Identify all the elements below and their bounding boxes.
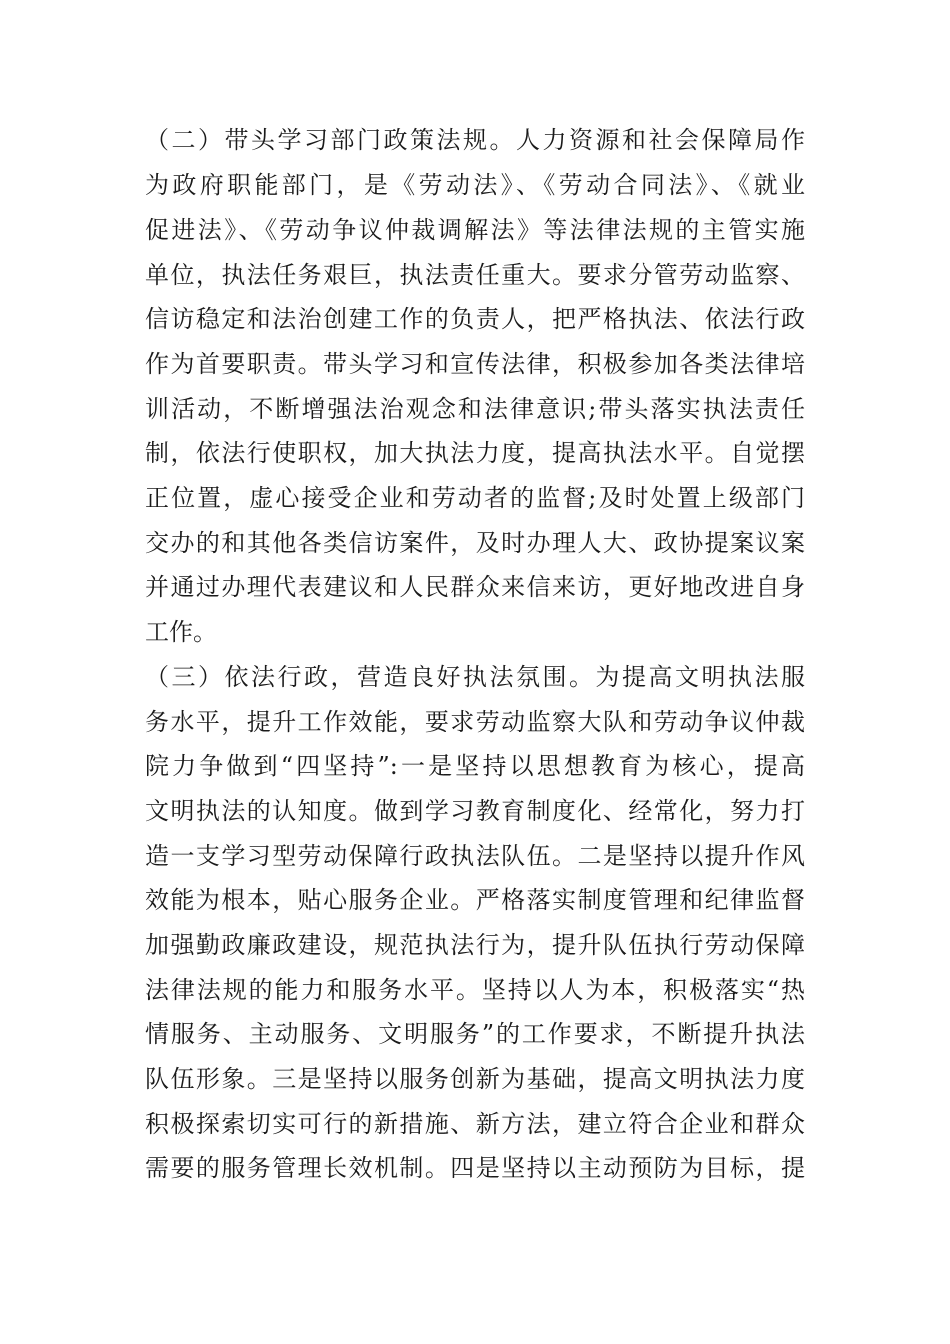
paragraph-3-line-8: 法律法规的能力和服务水平。坚持以人为本，积极落实“热 [145,976,805,1004]
paragraph-3-line-6: 效能为根本，贴心服务企业。严格落实制度管理和纪律监督 [145,886,805,914]
paragraph-2-line-12: 工作。 [145,618,217,646]
paragraph-2-line-11: 并通过办理代表建议和人民群众来信来访，更好地改进自身 [145,573,805,601]
paragraph-2-line-8: 制，依法行使职权，加大执法力度，提高执法水平。自觉摆 [145,439,805,467]
paragraph-2-line-3: 促进法》、《劳动争议仲裁调解法》等法律法规的主管实施 [145,216,805,244]
paragraph-2-line-5: 信访稳定和法治创建工作的负责人，把严格执法、依法行政 [145,305,805,333]
paragraph-2-line-2: 为政府职能部门，是《劳动法》、《劳动合同法》、《就业 [145,171,805,199]
paragraph-3-line-10: 队伍形象。三是坚持以服务创新为基础，提高文明执法力度 [145,1065,805,1093]
paragraph-2-line-1: （二）带头学习部门政策法规。人力资源和社会保障局作 [145,126,805,154]
paragraph-3-line-1: （三）依法行政，营造良好执法氛围。为提高文明执法服 [145,663,805,691]
paragraph-3-line-5: 造一支学习型劳动保障行政执法队伍。二是坚持以提升作风 [145,842,805,870]
paragraph-2-line-6: 作为首要职责。带头学习和宣传法律，积极参加各类法律培 [145,350,805,378]
paragraph-3-line-4: 文明执法的认知度。做到学习教育制度化、经常化，努力打 [145,797,805,825]
paragraph-3-line-7: 加强勤政廉政建设，规范执法行为，提升队伍执行劳动保障 [145,931,805,959]
paragraph-3-line-12: 需要的服务管理长效机制。四是坚持以主动预防为目标，提 [145,1154,805,1182]
paragraph-2-line-4: 单位，执法任务艰巨，执法责任重大。要求分管劳动监察、 [145,261,805,289]
paragraph-3-line-11: 积极探索切实可行的新措施、新方法，建立符合企业和群众 [145,1110,805,1138]
paragraph-3-line-2: 务水平，提升工作效能，要求劳动监察大队和劳动争议仲裁 [145,708,805,736]
paragraph-2-line-7: 训活动，不断增强法治观念和法律意识;带头落实执法责任 [145,395,805,423]
paragraph-3-line-3: 院力争做到“四坚持”:一是坚持以思想教育为核心，提高 [145,752,805,780]
paragraph-2-line-10: 交办的和其他各类信访案件，及时办理人大、政协提案议案 [145,529,805,557]
paragraph-2-line-9: 正位置，虚心接受企业和劳动者的监督;及时处置上级部门 [145,484,805,512]
paragraph-3-line-9: 情服务、主动服务、文明服务”的工作要求，不断提升执法 [145,1020,805,1048]
